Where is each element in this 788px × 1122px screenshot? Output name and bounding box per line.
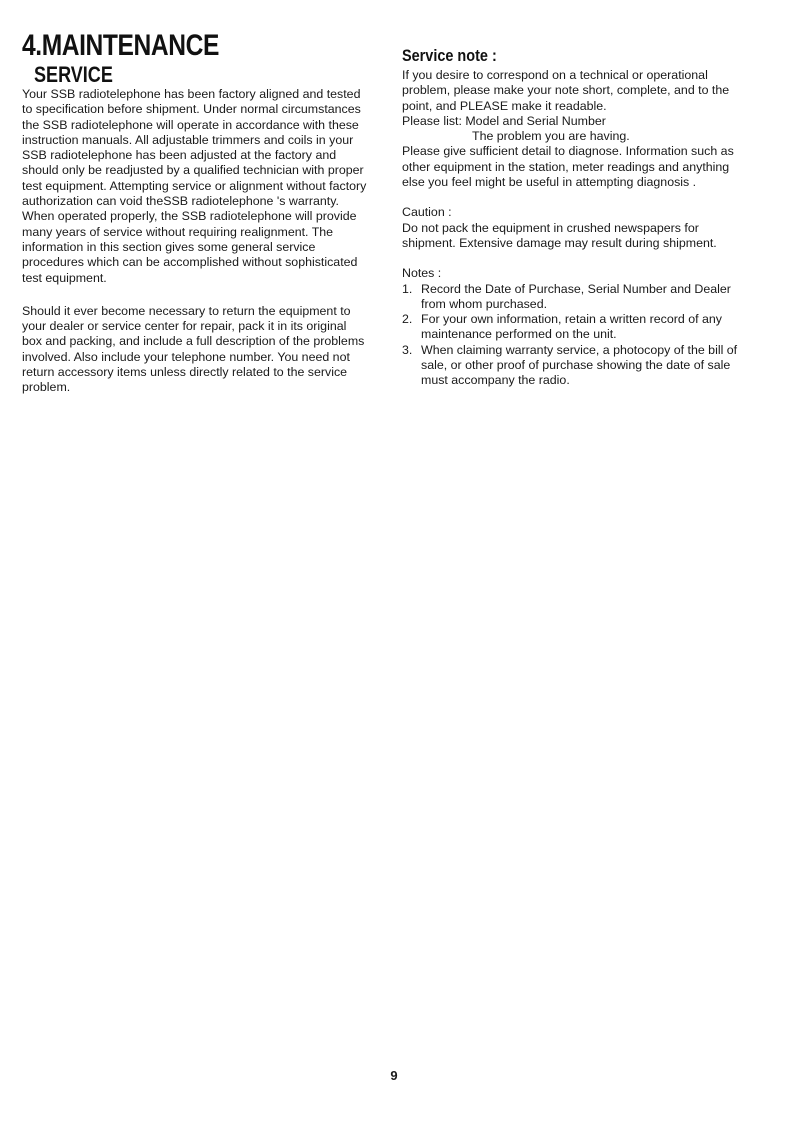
please-list-line: Please list: Model and Serial Number (402, 113, 606, 128)
notes-item-1 (402, 282, 754, 313)
notes-item-3 (402, 343, 754, 389)
problem-line: The problem you are having. (472, 129, 630, 144)
notes-item-number: 1. (402, 281, 413, 296)
notes-item-number: 2. (402, 312, 413, 327)
section-title-service: SERVICE (34, 62, 113, 87)
service-note-intro: If you desire to correspond on a technical or operational problem, please make your note short, complete, and to the point, and PLEASE make it readable. (402, 68, 730, 113)
caution-text: Do not pack the equipment in crushed newspapers for shipment. Extensive damage may result during shipment. (402, 220, 717, 250)
detail-paragraph: Please give sufficient detail to diagnose. Information such as other equipment in the station, meter readings and anything else you feel might be useful in attempting diagnosis . (402, 144, 734, 190)
notes-item-text: For your own information, retain a written record of any maintenance performed on the unit. (421, 312, 722, 342)
notes-item-2 (402, 312, 754, 343)
notes-item-text: When claiming warranty service, a photocopy of the bill of sale, or other proof of purchase showing the date of sale must accompany the radio. (421, 342, 738, 388)
right-column (402, 68, 754, 389)
service-note-title: Service note : (402, 46, 497, 65)
notes-label: Notes : (402, 266, 442, 281)
caution-label: Caution : (402, 205, 452, 220)
notes-item-text: Record the Date of Purchase, Serial Number and Dealer from whom purchased. (421, 281, 731, 311)
service-paragraph-2: When operated properly, the SSB radiotelephone will provide many years of service without requiring realignment. The information in this section gives some general service procedures which can be accomplished without sophisticated test equipment. (22, 209, 358, 285)
chapter-title: 4.MAINTENANCE (22, 29, 219, 62)
notes-list (402, 282, 754, 389)
service-paragraph-1: Your SSB radiotelephone has been factory aligned and tested to specification before shipment. Under normal circumstances the SSB radiotelephone will operate in accordance with these instruction manuals. All adjustable trimmers and coils in your SSB radiotelephone has been adjusted at the factory and should only be readjusted by a qualified technician with proper test equipment. Attempting service or alignment without factory authorization can void theSSB radiotelephone 's warranty. (22, 87, 367, 209)
service-paragraph-3: Should it ever become necessary to return the equipment to your dealer or service center for repair, pack it in its original box and packing, and include a full description of the problems involved. Also include your telephone number. You need not return accessory items unless directly related to the service problem. (22, 303, 365, 395)
notes-item-number: 3. (402, 342, 413, 357)
left-column (22, 87, 368, 396)
page-number: 9 (390, 1068, 398, 1083)
